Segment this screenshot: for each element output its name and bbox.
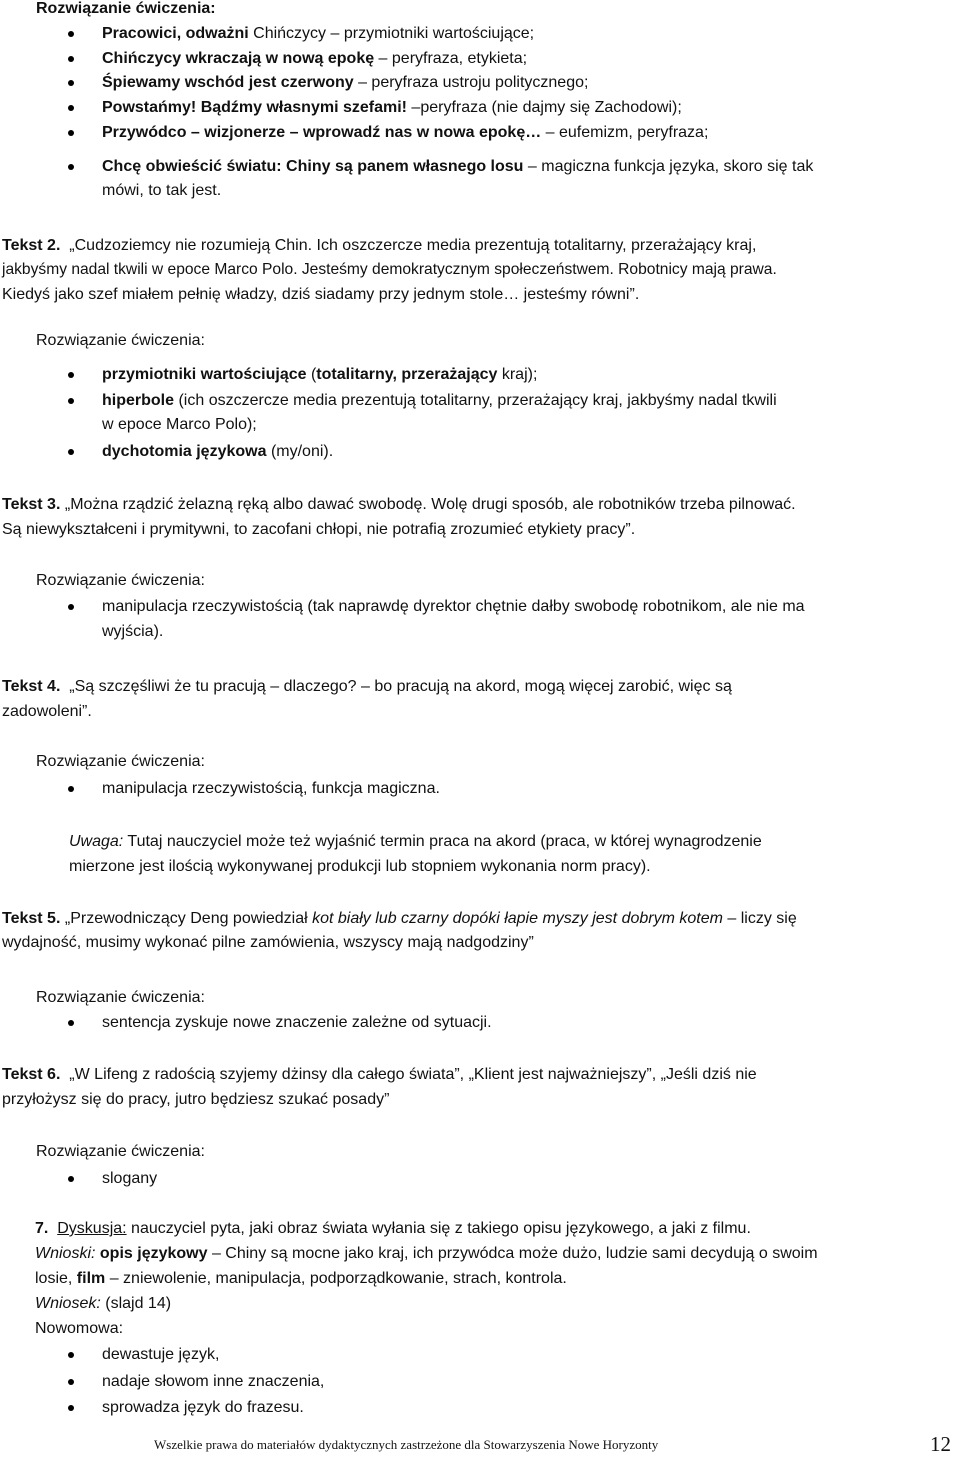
list-item: Chińczycy wkraczają w nową epokę – peryfraza, etykieta; (102, 50, 528, 67)
text-4-line-1: Tekst 4. „Są szczęśliwi że tu pracują – dlaczego? – bo pracują na akord, mogą więcej zarobić, więc są (2, 678, 732, 695)
list-item: slogany (102, 1170, 158, 1187)
bullet (68, 449, 74, 455)
footer-copyright: Wszelkie prawa do materiałów dydaktycznych zastrzeżone dla Stowarzyszenia Nowe Horyzonty (154, 1437, 659, 1452)
list-item: sprowadza język do frazesu. (102, 1399, 304, 1416)
solution-label: Rozwiązanie ćwiczenia: (36, 572, 205, 589)
bullet (68, 80, 74, 86)
text-3-line-2: Są niewykształceni i prymitywni, to zacofani chłopi, nie potrafią zrozumieć etykiety pracy”. (2, 521, 636, 538)
list-item: Pracowici, odważni Chińczycy – przymiotniki wartościujące; (102, 25, 535, 42)
list-item-continuation: wyjścia). (102, 623, 164, 640)
bullet (68, 786, 74, 792)
conclusion-line: Wniosek: (slajd 14) (35, 1295, 172, 1312)
list-item: hiperbole (ich oszczercze media prezentują totalitarny, przerażający kraj, jakbyśmy nadal tkwili (102, 392, 777, 409)
solution-label: Rozwiązanie ćwiczenia: (36, 0, 216, 17)
list-item: Śpiewamy wschód jest czerwony – peryfraza ustroju politycznego; (102, 74, 589, 91)
bullet (68, 1352, 74, 1358)
note-line-1: Uwaga: Tutaj nauczyciel może też wyjaśnić termin praca na akord (praca, w której wynagrodzenie (69, 833, 762, 850)
solution-label: Rozwiązanie ćwiczenia: (36, 753, 205, 770)
list-item-continuation: mówi, to tak jest. (102, 182, 222, 199)
bullet (68, 1176, 74, 1182)
bullet (68, 164, 74, 170)
bullet (68, 56, 74, 62)
bullet (68, 372, 74, 378)
list-item: dewastuje język, (102, 1346, 220, 1363)
text-2-line-2: jakbyśmy nadal tkwili w epoce Marco Polo. Jesteśmy demokratycznym społeczeństwem. Robotnicy mają prawa. (2, 261, 777, 278)
conclusions-line-1: Wnioski: opis językowy – Chiny są mocne jako kraj, ich przywódca może dużo, ludzie sami decydują o swoim (35, 1245, 818, 1262)
discussion-line: 7. Dyskusja: nauczyciel pyta, jaki obraz świata wyłania się z takiego opisu językowego, a jaki z filmu. (35, 1220, 751, 1237)
list-item: nadaje słowom inne znaczenia, (102, 1373, 325, 1390)
solution-label: Rozwiązanie ćwiczenia: (36, 989, 205, 1006)
bullet (68, 130, 74, 136)
conclusions-line-2: losie, film – zniewolenie, manipulacja, podporządkowanie, strach, kontrola. (35, 1270, 567, 1287)
bullet (68, 105, 74, 111)
list-item: manipulacja rzeczywistością, funkcja magiczna. (102, 780, 440, 797)
list-item-continuation: w epoce Marco Polo); (102, 416, 257, 433)
newspeak-label: Nowomowa: (35, 1320, 124, 1337)
bullet (68, 31, 74, 37)
list-item: przymiotniki wartościujące (totalitarny, przerażający kraj); (102, 366, 538, 383)
text-6-line-1: Tekst 6. „W Lifeng z radością szyjemy dżinsy dla całego świata”, „Klient jest najważniejszy”, „Jeśli dziś nie (2, 1066, 757, 1083)
bullet (68, 604, 74, 610)
solution-label: Rozwiązanie ćwiczenia: (36, 1143, 205, 1160)
text-2-line-3: Kiedyś jako szef miałem pełnię władzy, dziś siadamy przy jednym stole… jesteśmy równi”. (2, 286, 640, 303)
list-item: Powstańmy! Bądźmy własnymi szefami! –peryfraza (nie dajmy się Zachodowi); (102, 99, 682, 116)
text-4-line-2: zadowoleni”. (2, 703, 92, 720)
text-6-line-2: przyłożysz się do pracy, jutro będziesz szukać posady” (2, 1091, 390, 1108)
list-item: Chcę obwieścić światu: Chiny są panem własnego losu – magiczna funkcja języka, skoro się tak (102, 158, 814, 175)
bullet (68, 398, 74, 404)
text-5-line-2: wydajność, musimy wykonać pilne zamówienia, wszyscy mają nadgodziny” (2, 934, 534, 951)
list-item: sentencja zyskuje nowe znaczenie zależne od sytuacji. (102, 1014, 492, 1031)
bullet (68, 1405, 74, 1411)
list-item: manipulacja rzeczywistością (tak naprawdę dyrektor chętnie dałby swobodę robotnikom, ale nie ma (102, 598, 805, 615)
list-item: dychotomia językowa (my/oni). (102, 443, 334, 460)
bullet (68, 1020, 74, 1026)
solution-label: Rozwiązanie ćwiczenia: (36, 332, 205, 349)
bullet (68, 1379, 74, 1385)
note-line-2: mierzone jest ilością wykonywanej produkcji lub stopniem wykonania norm pracy). (69, 858, 651, 875)
text-5-line-1: Tekst 5. „Przewodniczący Deng powiedział kot biały lub czarny dopóki łapie myszy jest dobrym kotem – liczy się (2, 910, 797, 927)
text-2-line-1: Tekst 2. „Cudzoziemcy nie rozumieją Chin. Ich oszczercze media prezentują totalitarny, przerażający kraj, (2, 237, 757, 254)
page-number: 12 (930, 1432, 951, 1456)
list-item: Przywódco – wizjonerze – wprowadź nas w nowa epokę… – eufemizm, peryfraza; (102, 124, 709, 141)
text-3-line-1: Tekst 3. „Można rządzić żelazną ręką albo dawać swobodę. Wolę drugi sposób, ale robotników trzeba pilnować. (2, 496, 796, 513)
